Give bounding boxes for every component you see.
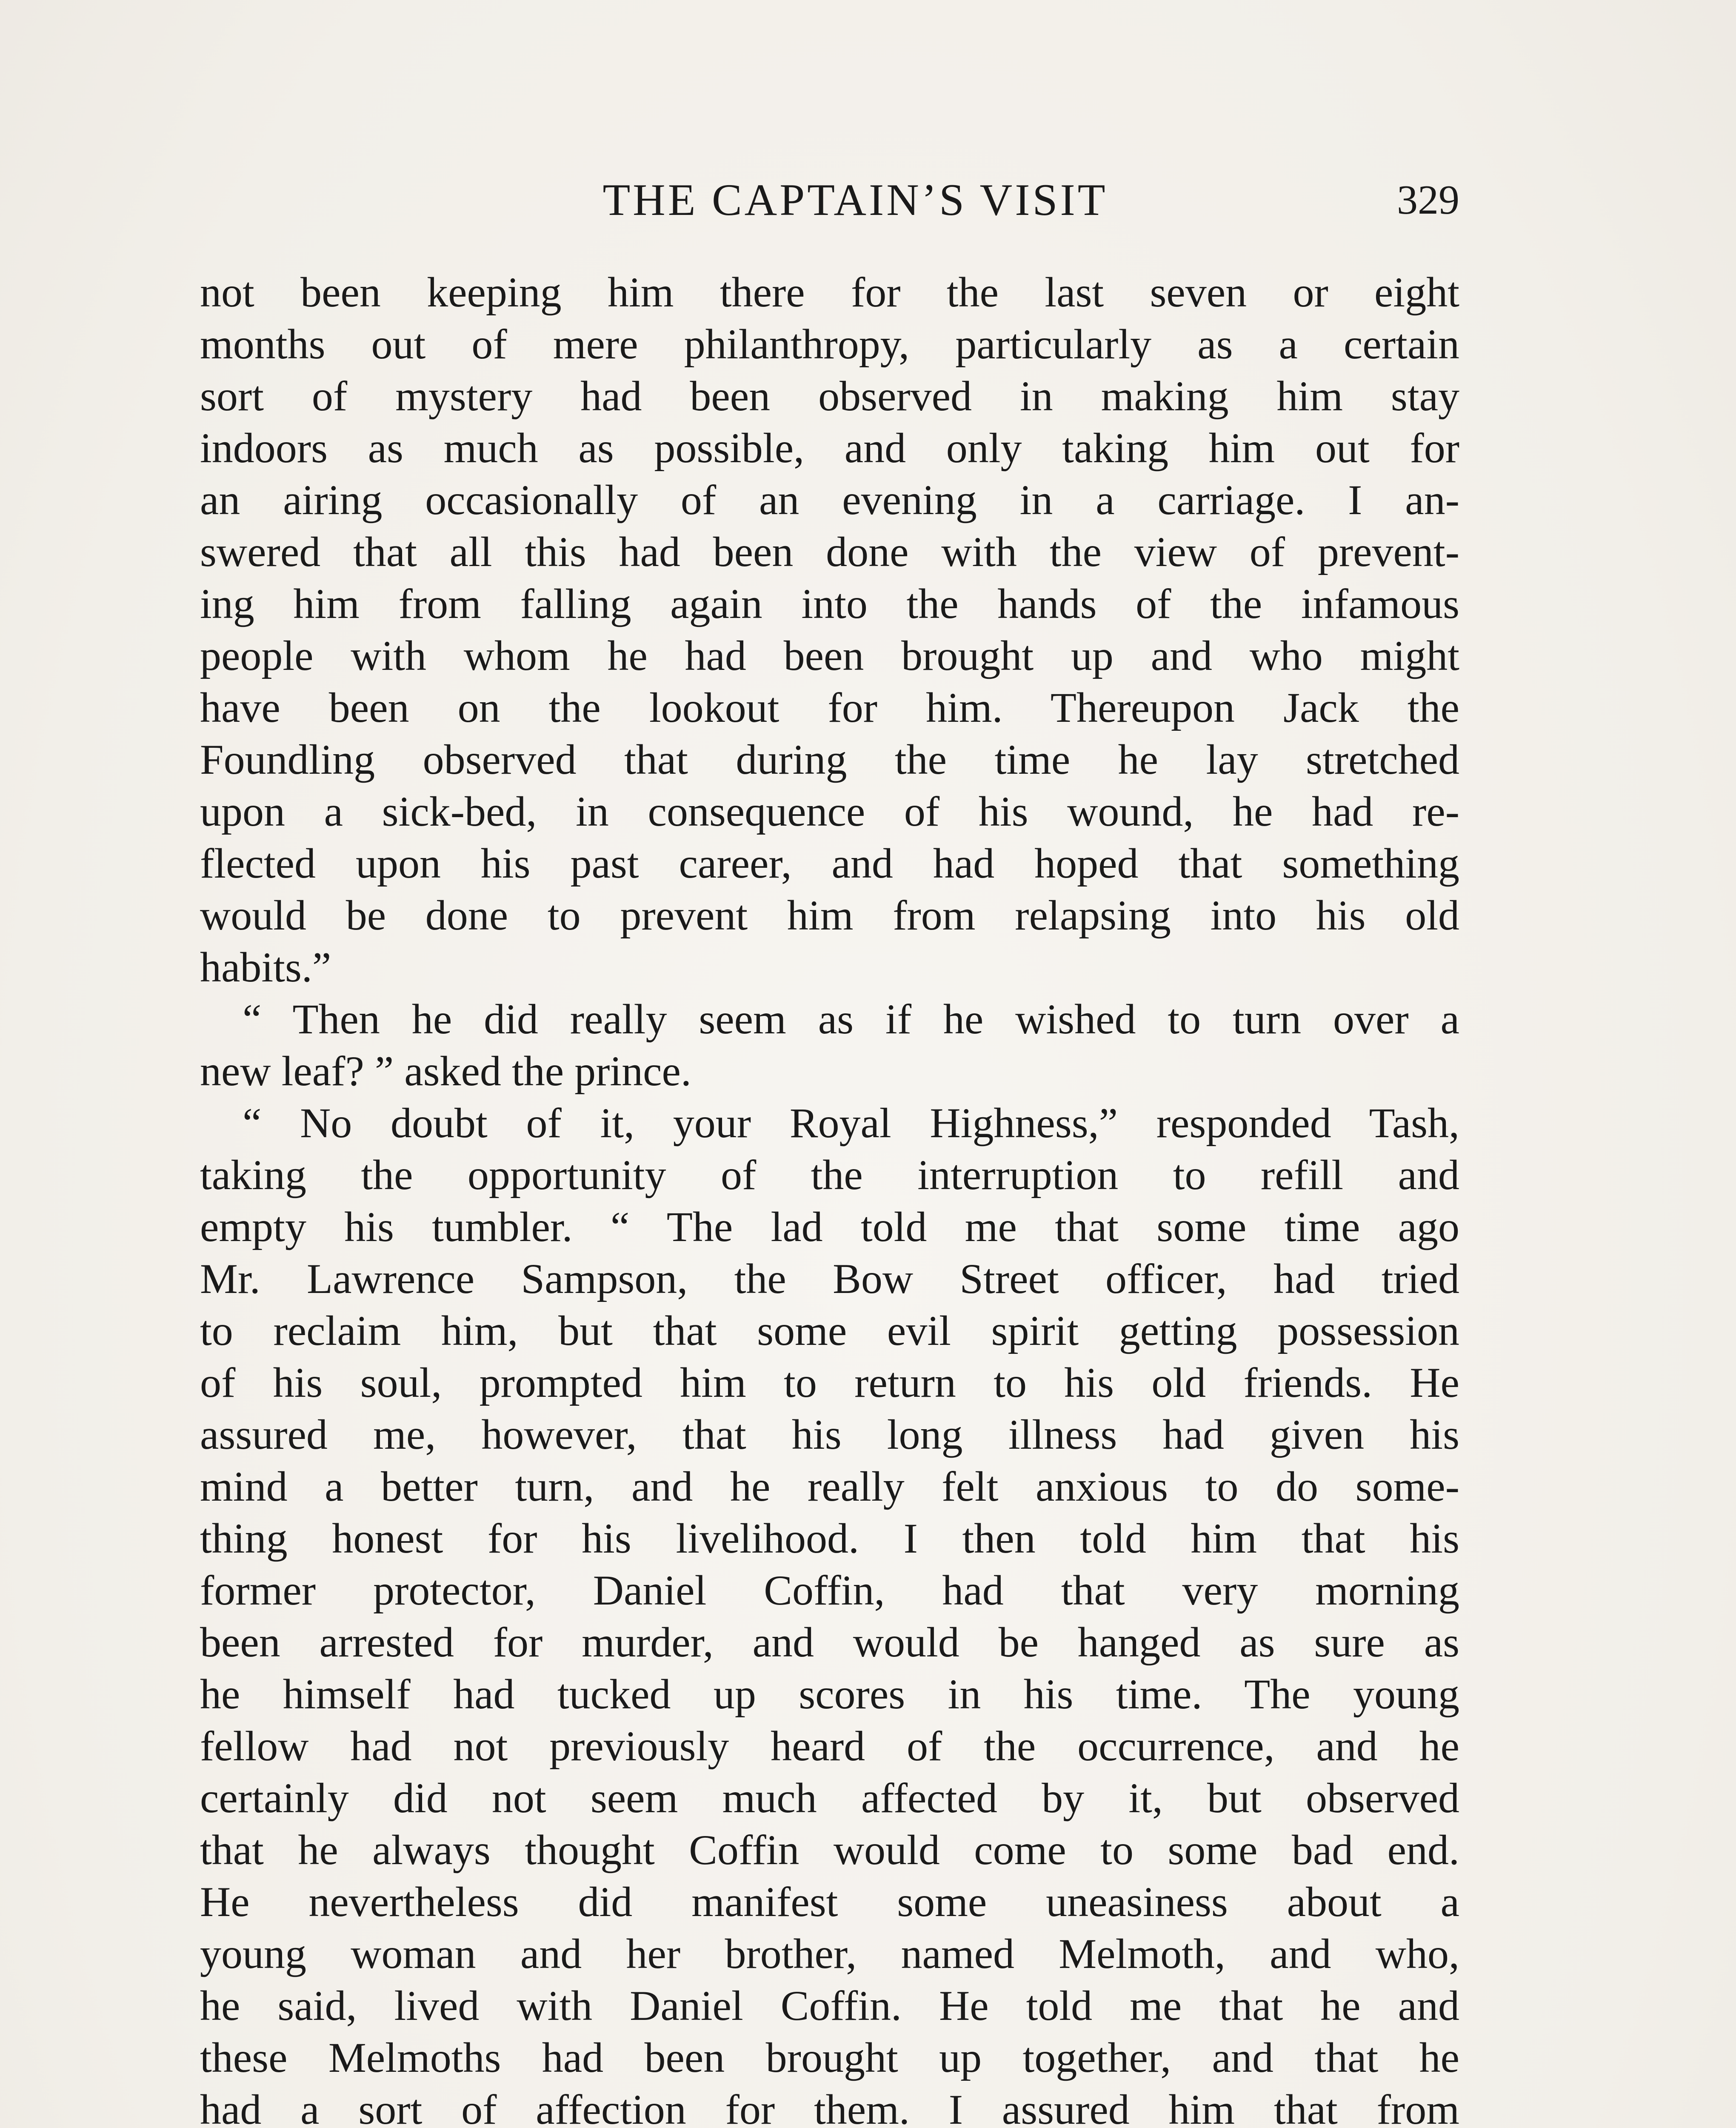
text-line: thing honest for his livelihood. I then told him that his bbox=[200, 1515, 1459, 1562]
text-line: sort of mystery had been observed in making him stay bbox=[200, 372, 1459, 420]
page-number: 329 bbox=[1397, 177, 1459, 223]
text-line: assured me, however, that his long illness had given his bbox=[200, 1411, 1459, 1458]
text-line: flected upon his past career, and had hoped that something bbox=[200, 840, 1459, 887]
text-line: taking the opportunity of the interruption to refill and bbox=[200, 1151, 1459, 1198]
text-line: indoors as much as possible, and only taking him out for bbox=[200, 424, 1459, 472]
text-line: people with whom he had been brought up and who might bbox=[200, 632, 1459, 679]
text-line: young woman and her brother, named Melmoth, and who, bbox=[200, 1930, 1459, 1977]
text-line: been arrested for murder, and would be hanged as sure as bbox=[200, 1619, 1459, 1666]
text-line: fellow had not previously heard of the occurrence, and he bbox=[200, 1722, 1459, 1770]
text-line: of his soul, prompted him to return to his old friends. He bbox=[200, 1359, 1459, 1406]
text-line: “ No doubt of it, your Royal Highness,” responded Tash, bbox=[243, 1099, 1459, 1147]
text-line: former protector, Daniel Coffin, had that very morning bbox=[200, 1567, 1459, 1614]
text-line: swered that all this had been done with the view of prevent- bbox=[200, 528, 1459, 575]
text-line: certainly did not seem much affected by it, but observed bbox=[200, 1774, 1459, 1822]
running-title: THE CAPTAIN’S VISIT bbox=[602, 175, 1108, 225]
text-line: He nevertheless did manifest some uneasiness about a bbox=[200, 1878, 1459, 1925]
text-line: Mr. Lawrence Sampson, the Bow Street officer, had tried bbox=[200, 1255, 1459, 1302]
running-head bbox=[200, 170, 1459, 230]
text-line: to reclaim him, but that some evil spirit getting possession bbox=[200, 1307, 1459, 1354]
text-line: new leaf? ” asked the prince. bbox=[200, 1047, 691, 1095]
text-line: not been keeping him there for the last seven or eight bbox=[200, 269, 1459, 316]
text-line: “ Then he did really seem as if he wished to turn over a bbox=[243, 995, 1459, 1043]
text-line: habits.” bbox=[200, 944, 331, 991]
text-line: these Melmoths had been brought up together, and that he bbox=[200, 2034, 1459, 2081]
text-line: mind a better turn, and he really felt anxious to do some- bbox=[200, 1463, 1459, 1510]
body-text bbox=[200, 266, 1459, 2128]
text-line: had a sort of affection for them. I assured him that from bbox=[200, 2086, 1459, 2128]
text-line: he himself had tucked up scores in his time. The young bbox=[200, 1670, 1459, 1718]
text-line: empty his tumbler. “ The lad told me that some time ago bbox=[200, 1203, 1459, 1250]
text-line: that he always thought Coffin would come to some bad end. bbox=[200, 1826, 1459, 1873]
text-line: would be done to prevent him from relapsing into his old bbox=[200, 892, 1459, 939]
text-line: he said, lived with Daniel Coffin. He told me that he and bbox=[200, 1982, 1459, 2029]
text-line: Foundling observed that during the time he lay stretched bbox=[200, 736, 1459, 783]
text-line: upon a sick-bed, in consequence of his wound, he had re- bbox=[200, 788, 1459, 835]
text-line: ing him from falling again into the hands of the infamous bbox=[200, 580, 1459, 627]
text-line: months out of mere philanthropy, particularly as a certain bbox=[200, 320, 1459, 368]
text-line: an airing occasionally of an evening in a carriage. I an- bbox=[200, 476, 1459, 523]
text-line: have been on the lookout for him. Thereupon Jack the bbox=[200, 684, 1459, 731]
